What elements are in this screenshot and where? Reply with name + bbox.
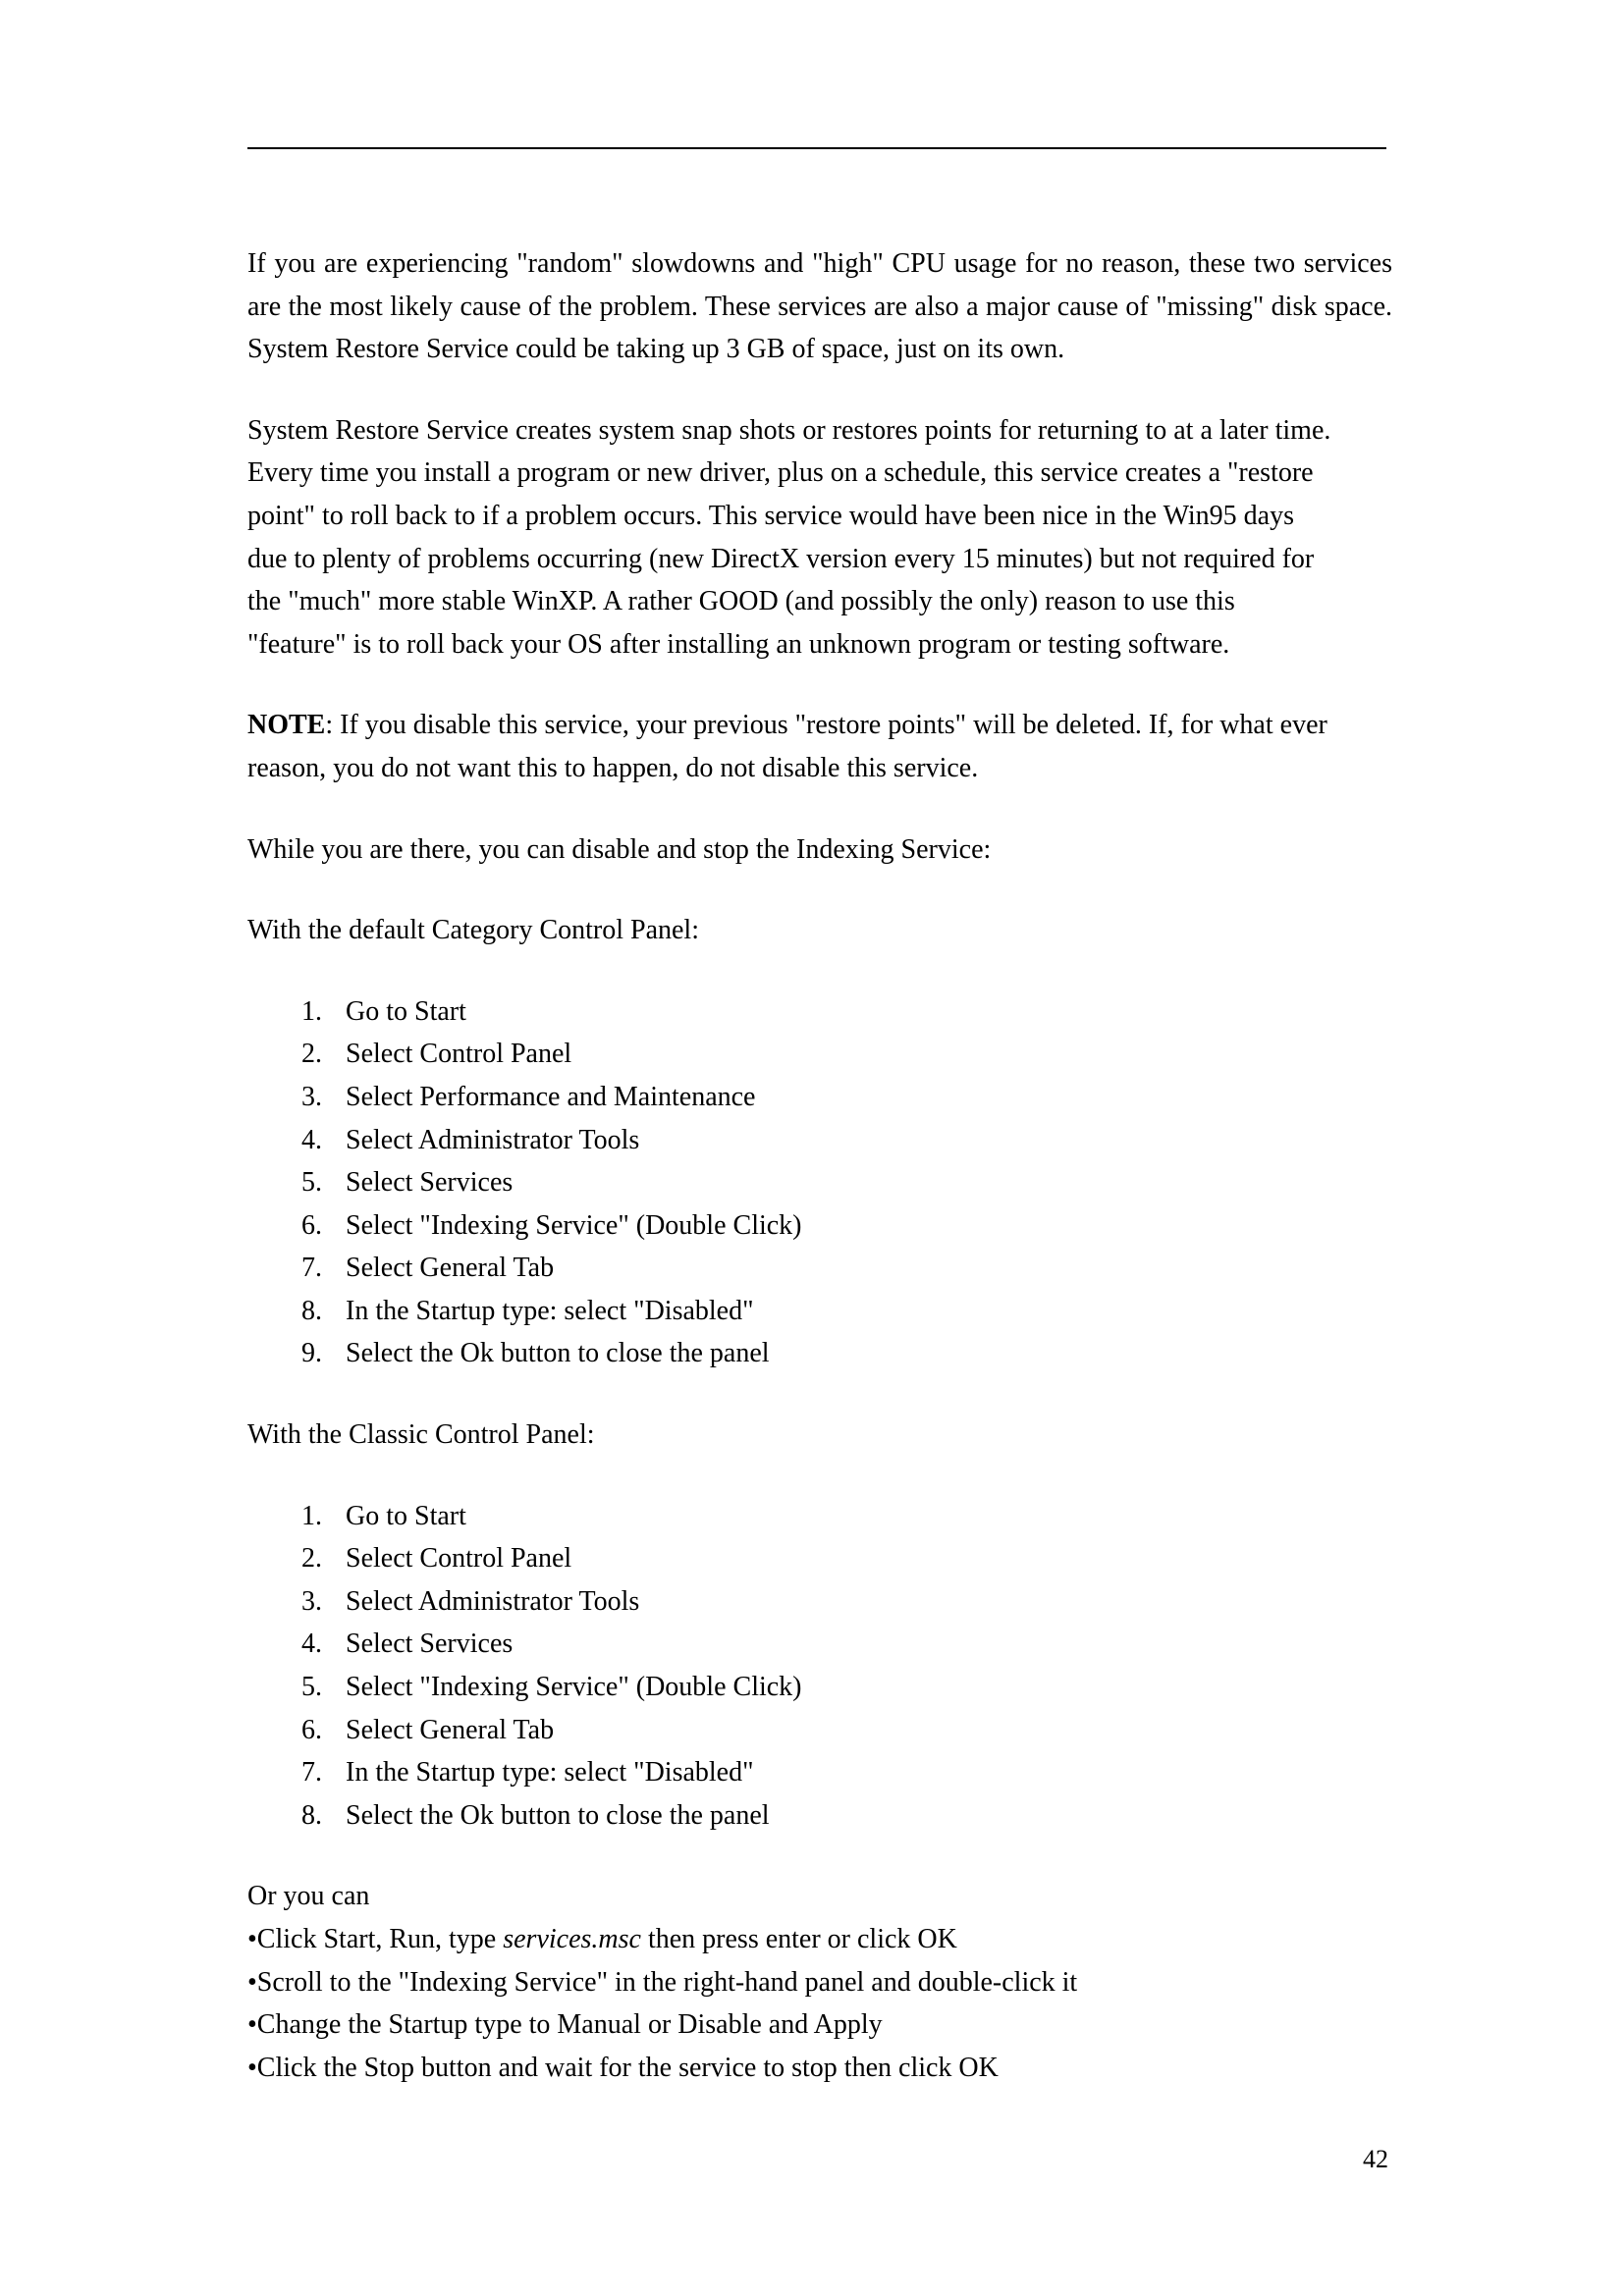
page-body (247, 242, 1392, 2089)
list-item-text: Select General Tab (346, 1253, 555, 1284)
restore-line: Every time you install a program or new driver, plus on a schedule, this service creates a "restore (247, 457, 1314, 489)
list-item (247, 1751, 1392, 1794)
list-item (247, 1204, 1392, 1248)
category-heading: With the default Category Control Panel: (247, 915, 699, 946)
list-item-text: Select Control Panel (346, 1543, 572, 1575)
list-item-text: In the Startup type: select "Disabled" (346, 1757, 754, 1789)
list-item-number: 4. (301, 1124, 322, 1155)
restore-line: point" to roll back to if a problem occurs. This service would have been nice in the Win95 days (247, 500, 1294, 531)
list-item-text: Select Control Panel (346, 1039, 572, 1070)
list-item-text: Go to Start (346, 1500, 466, 1531)
list-item (247, 1495, 1392, 1538)
list-item-text: Select Services (346, 1629, 514, 1660)
list-item-text: Select Administrator Tools (346, 1585, 640, 1617)
list-item-number: 4. (301, 1629, 322, 1660)
list-item (247, 1119, 1392, 1162)
list-item-number: 1. (301, 1500, 322, 1531)
indexing-intro: While you are there, you can disable and stop the Indexing Service: (247, 833, 992, 865)
list-item (247, 990, 1392, 1034)
list-item-number: 7. (301, 1253, 322, 1284)
list-item (247, 1580, 1392, 1624)
alt-step-text: •Click Start, Run, type (247, 1924, 504, 1954)
list-item-number: 2. (301, 1543, 322, 1575)
alt-step (247, 1918, 1392, 1961)
list-item-number: 8. (301, 1799, 322, 1831)
restore-line: the "much" more stable WinXP. A rather GOOD (and possibly the only) reason to use this (247, 586, 1235, 617)
alt-step-text: then press enter or click OK (640, 1924, 957, 1954)
alt-step: •Click the Stop button and wait for the service to stop then click OK (247, 2052, 999, 2083)
list-item-number: 5. (301, 1167, 322, 1199)
restore-line: due to plenty of problems occurring (new DirectX version every 15 minutes) but not required for (247, 543, 1315, 574)
restore-paragraph (247, 409, 1392, 667)
list-item-number: 7. (301, 1757, 322, 1789)
list-item-number: 5. (301, 1672, 322, 1703)
restore-line: System Restore Service creates system snap shots or restores points for returning to at a later time. (247, 414, 1331, 446)
list-item-number: 8. (301, 1295, 322, 1326)
list-item-text: Select "Indexing Service" (Double Click) (346, 1209, 802, 1241)
alt-step: •Scroll to the "Indexing Service" in the right-hand panel and double-click it (247, 1966, 1078, 1998)
header-rule (247, 147, 1386, 149)
list-item-number: 3. (301, 1585, 322, 1617)
list-item-number: 1. (301, 995, 322, 1027)
alt-step: •Change the Startup type to Manual or Disable and Apply (247, 2009, 883, 2041)
restore-line: "feature" is to roll back your OS after installing an unknown program or testing software. (247, 628, 1230, 660)
note-line-1 (247, 710, 1327, 740)
list-item-text: Select Services (346, 1167, 514, 1199)
list-item (247, 1623, 1392, 1666)
category-steps-list (247, 990, 1392, 1375)
classic-steps-list (247, 1495, 1392, 1838)
list-item-number: 6. (301, 1209, 322, 1241)
note-paragraph (247, 704, 1392, 789)
note-text: : If you disable this service, your previous "restore points" will be deleted. If, for what ever (325, 710, 1327, 741)
list-item (247, 1537, 1392, 1580)
list-item-text: Select Administrator Tools (346, 1124, 640, 1155)
note-line-2: reason, you do not want this to happen, do not disable this service. (247, 752, 979, 783)
list-item (247, 1033, 1392, 1076)
list-item (247, 1290, 1392, 1333)
list-item (247, 1332, 1392, 1375)
list-item-text: Select Performance and Maintenance (346, 1081, 756, 1112)
list-item-text: Select General Tab (346, 1714, 555, 1745)
intro-paragraph: If you are experiencing "random" slowdowns and "high" CPU usage for no reason, these two services are the most likely cause of the problem. These services are also a major cause of "missing" disk space. System Restore Service could be taking up 3 GB of space, just on its own. (247, 248, 1392, 365)
list-item-number: 6. (301, 1714, 322, 1745)
page-number: 42 (1363, 2145, 1388, 2173)
note-label: NOTE (247, 710, 326, 741)
list-item (247, 1709, 1392, 1752)
list-item-text: In the Startup type: select "Disabled" (346, 1295, 754, 1326)
list-item-text: Select the Ok button to close the panel (346, 1338, 770, 1369)
list-item (247, 1794, 1392, 1838)
list-item-number: 3. (301, 1081, 322, 1112)
alt-heading: Or you can (247, 1881, 370, 1912)
list-item-text: Select "Indexing Service" (Double Click) (346, 1672, 802, 1703)
list-item-text: Go to Start (346, 995, 466, 1027)
list-item (247, 1161, 1392, 1204)
list-item-number: 9. (301, 1338, 322, 1369)
list-item (247, 1076, 1392, 1119)
list-item-text: Select the Ok button to close the panel (346, 1799, 770, 1831)
list-item-number: 2. (301, 1039, 322, 1070)
list-item (247, 1247, 1392, 1290)
classic-heading: With the Classic Control Panel: (247, 1419, 595, 1451)
alternative-method (247, 1875, 1392, 2089)
alt-step-command: services.msc (503, 1924, 641, 1954)
list-item (247, 1666, 1392, 1709)
